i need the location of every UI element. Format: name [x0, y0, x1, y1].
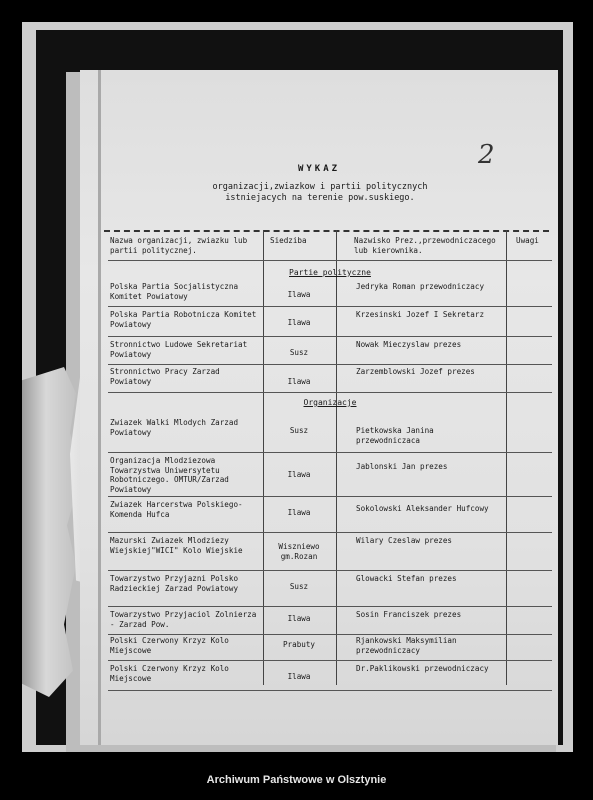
org-head: Krzesinski Jozef I Sekretarz [356, 310, 485, 319]
org-seat: Ilawa [287, 672, 311, 681]
column-header-name: Nazwa organizacji, zwiazku lub partii politycznej. [110, 236, 248, 255]
org-seat: Ilawa [287, 377, 311, 386]
org-name: Stronnictwo Ludowe Sekretariat Powiatowy [110, 340, 248, 359]
row-rule [108, 634, 552, 635]
scanned-photo [22, 22, 573, 752]
header-rule-top [104, 230, 549, 232]
column-divider [263, 230, 264, 685]
org-name: Polski Czerwony Krzyz Kolo Miejscowe [110, 664, 229, 683]
row-rule [108, 306, 552, 307]
org-seat: Susz [289, 582, 309, 591]
archive-caption: Archiwum Państwowe w Olsztynie [206, 774, 387, 786]
row-rule [108, 452, 552, 453]
org-name: Polska Partia Robotnicza Komitet Powiatowy [110, 310, 257, 329]
org-seat: Ilawa [287, 318, 311, 327]
org-name: Organizacja Mlodziezowa Towarzystwa Uniwersytetu Robotniczego. OMTUR/Zarzad Powiatowy [110, 456, 229, 494]
section-title-organizations: Organizacje [303, 398, 357, 407]
column-divider [336, 230, 337, 685]
org-head: Glowacki Stefan prezes [356, 574, 457, 583]
column-divider [506, 230, 507, 685]
document-title: WYKAZ [297, 164, 341, 174]
org-name: Zwiazek Harcerstwa Polskiego-Komenda Hufca [110, 500, 243, 519]
row-rule [108, 660, 552, 661]
org-seat: Ilawa [287, 508, 311, 517]
org-seat: Wiszniewo gm.Rozan [278, 542, 320, 561]
subtitle-line-1: organizacji,zwiazkow i partii politycznych [212, 182, 428, 192]
subtitle-line-2: istniejacych na terenie pow.suskiego. [225, 193, 415, 203]
org-name: Towarzystwo Przyjaciol Zolnierza - Zarzad Pow. [110, 610, 257, 629]
org-seat: Ilawa [287, 614, 311, 623]
org-head: Sosin Franciszek prezes [356, 610, 462, 619]
org-head: Dr.Paklikowski przewodniczacy [356, 664, 489, 673]
org-seat: Susz [289, 426, 309, 435]
org-head: Zarzemblowski Jozef prezes [356, 367, 475, 376]
org-head: Wilary Czeslaw prezes [356, 536, 453, 545]
row-rule [108, 570, 552, 571]
header-rule-bottom [108, 260, 552, 261]
org-seat: Susz [289, 348, 309, 357]
org-name: Stronnictwo Pracy Zarzad Powiatowy [110, 367, 220, 386]
org-name: Polski Czerwony Krzyz Kolo Miejscowe [110, 636, 229, 655]
row-rule [108, 392, 552, 393]
org-head: Jablonski Jan prezes [356, 462, 448, 471]
org-head: Nowak Mieczyslaw prezes [356, 340, 462, 349]
section-title-parties: Partie polityczne [289, 268, 371, 277]
org-seat: Ilawa [287, 290, 311, 299]
row-rule [108, 496, 552, 497]
org-head: Rjankowski Maksymilian przewodniczacy [356, 636, 457, 655]
org-head: Pietkowska Janina przewodniczaca [356, 426, 434, 445]
org-seat: Ilawa [287, 470, 311, 479]
org-name: Zwiazek Walki Mlodych Zarzad Powiatowy [110, 418, 239, 437]
org-head: Sokolowski Aleksander Hufcowy [356, 504, 489, 513]
document-subtitle [160, 182, 480, 204]
org-seat: Prabuty [282, 640, 315, 649]
document-page [80, 70, 558, 745]
row-rule [108, 336, 552, 337]
column-header-seat: Siedziba [270, 236, 307, 245]
column-header-notes: Uwagi [516, 236, 539, 245]
row-rule [108, 606, 552, 607]
org-head: Jedryka Roman przewodniczacy [356, 282, 485, 291]
page-number: 2 [478, 140, 495, 170]
org-name: Mazurski Zwiazek Mlodziezy Wiejskiej"WICI" Kolo Wiejskie [110, 536, 243, 555]
row-rule [108, 532, 552, 533]
row-rule [108, 690, 552, 691]
org-name: Towarzystwo Przyjazni Polsko Radzieckiej Zarzad Powiatowy [110, 574, 239, 593]
column-header-head: Nazwisko Prez.,przewodniczacego lub kierownika. [354, 236, 496, 255]
org-name: Polska Partia Socjalistyczna Komitet Powiatowy [110, 282, 239, 301]
row-rule [108, 364, 552, 365]
